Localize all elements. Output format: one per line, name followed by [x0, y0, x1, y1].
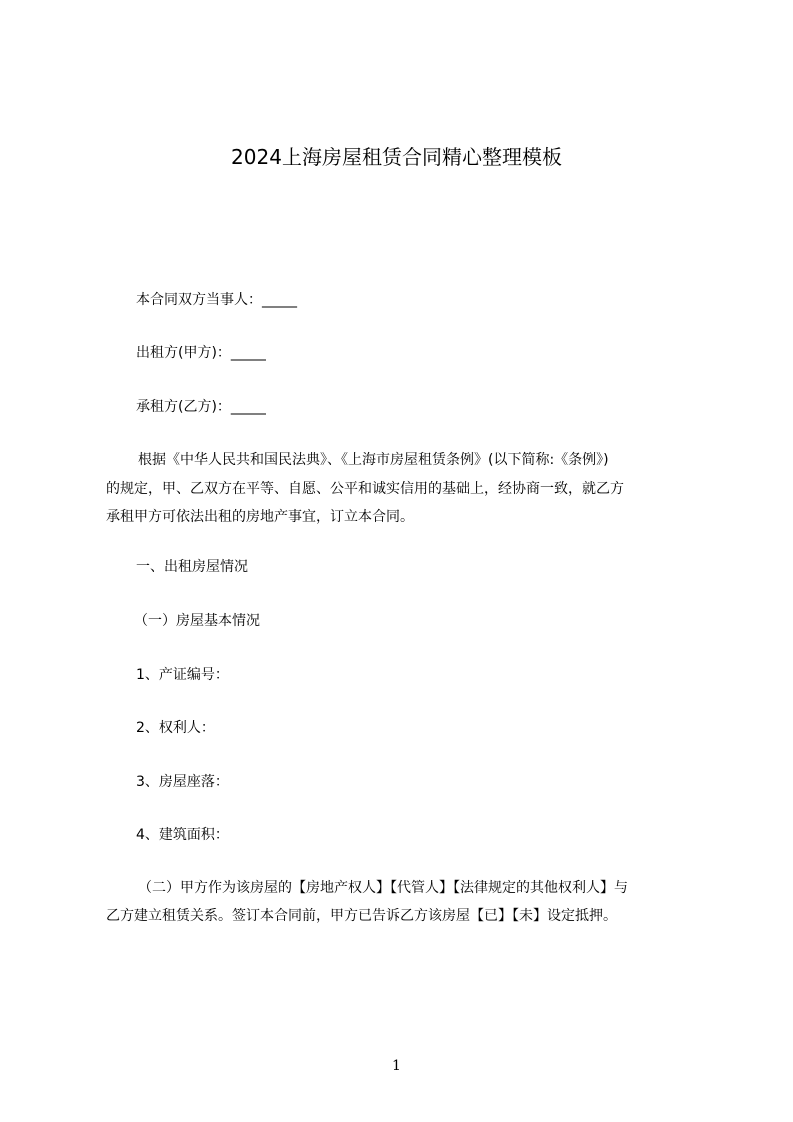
preamble-line-2: 的规定，甲、乙双方在平等、自愿、公平和诚实信用的基础上，经协商一致，就乙方: [106, 481, 624, 497]
property-item-certificate: 1、产证编号：: [136, 667, 229, 683]
document-title: 2024上海房屋租赁合同精心整理模板: [231, 145, 562, 169]
section-1-subheading-2-line-2: 乙方建立租赁关系。签订本合同前，甲方已告诉乙方该房屋【已】【未】设定抵押。: [106, 908, 617, 924]
page-number: 1: [392, 1058, 401, 1074]
property-item-area: 4、建筑面积：: [136, 827, 229, 843]
section-1-subheading-1: （一）房屋基本情况: [134, 613, 260, 629]
property-item-owner: 2、权利人：: [136, 720, 215, 736]
parties-intro: 本合同双方当事人：_____: [136, 292, 297, 308]
preamble-line-1: 根据《中华人民共和国民法典》、《上海市房屋租赁条例》(以下简称:《条例》): [138, 452, 609, 468]
lessee-line: 承租方(乙方)：_____: [136, 399, 266, 415]
preamble-line-3: 承租甲方可依法出租的房地产事宜，订立本合同。: [106, 509, 414, 525]
section-1-subheading-2-line-1: （二）甲方作为该房屋的【房地产权人】【代管人】【法律规定的其他权利人】与: [138, 880, 628, 896]
lessor-line: 出租方(甲方)：_____: [136, 345, 266, 361]
section-1-heading: 一、出租房屋情况: [136, 559, 248, 575]
property-item-location: 3、房屋座落：: [136, 774, 229, 790]
